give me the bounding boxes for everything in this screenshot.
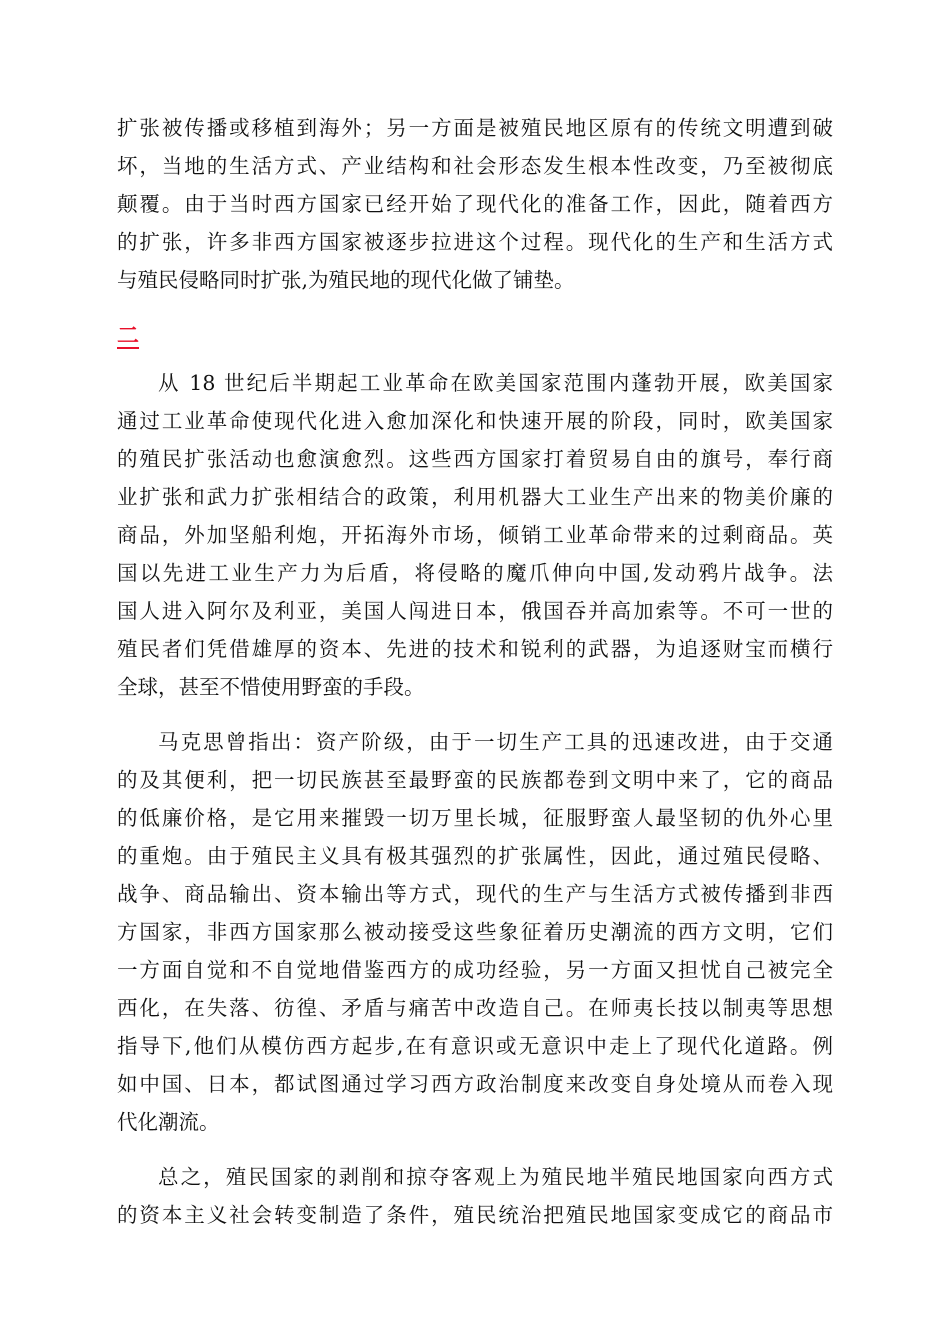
paragraph-line: 如中国、日本，都试图通过学习西方政治制度来改变自身处境从而卷入现 [117,1072,833,1096]
paragraph-line: 坏，当地的生活方式、产业结构和社会形态发生根本性改变，乃至被彻底 [117,154,833,178]
paragraph-line: 国以先进工业生产力为后盾，将侵略的魔爪伸向中国,发动鸦片战争。法 [117,561,833,585]
paragraph-line: 的资本主义社会转变制造了条件，殖民统治把殖民地国家变成它的商品市 [117,1203,833,1227]
paragraph-line: 与殖民侵略同时扩张,为殖民地的现代化做了铺垫。 [117,268,575,292]
paragraph-line: 西化，在失落、彷徨、矛盾与痛苦中改造自己。在师夷长技以制夷等思想 [117,996,833,1020]
paragraph-line: 国人进入阿尔及利亚，美国人闯进日本，俄国吞并高加索等。不可一世的 [117,599,833,623]
paragraph-2 [117,364,833,706]
section-heading: 二 [117,324,140,349]
paragraph-line: 指导下,他们从模仿西方起步,在有意识或无意识中走上了现代化道路。例 [117,1034,833,1058]
paragraph-line: 颠覆。由于当时西方国家已经开始了现代化的准备工作，因此，随着西方 [117,192,833,216]
paragraph-line: 全球，甚至不惜使用野蛮的手段。 [117,675,425,699]
paragraph-line: 从 18 世纪后半期起工业革命在欧美国家范围内蓬勃开展，欧美国家 [158,371,833,395]
paragraph-line: 的低廉价格，是它用来摧毁一切万里长城，征服野蛮人最坚韧的仇外心里 [117,806,833,830]
paragraph-line: 的扩张，许多非西方国家被逐步拉进这个过程。现代化的生产和生活方式 [117,230,833,254]
paragraph-line: 通过工业革命使现代化进入愈加深化和快速开展的阶段，同时，欧美国家 [117,409,833,433]
paragraph-line: 方国家，非西方国家那么被动接受这些象征着历史潮流的西方文明，它们 [117,920,833,944]
paragraph-line: 扩张被传播或移植到海外；另一方面是被殖民地区原有的传统文明遭到破 [117,116,833,140]
paragraph-line: 的及其便利，把一切民族甚至最野蛮的民族都卷到文明中来了，它的商品 [117,768,833,792]
paragraph-line: 战争、商品输出、资本输出等方式，现代的生产与生活方式被传播到非西 [117,882,833,906]
paragraph-line: 业扩张和武力扩张相结合的政策，利用机器大工业生产出来的物美价廉的 [117,485,833,509]
paragraph-line: 殖民者们凭借雄厚的资本、先进的技术和锐利的武器，为追逐财宝而横行 [117,637,833,661]
paragraph-line: 马克思曾指出：资产阶级，由于一切生产工具的迅速改进，由于交通 [158,730,833,754]
paragraph-line: 的殖民扩张活动也愈演愈烈。这些西方国家打着贸易自由的旗号，奉行商 [117,447,833,471]
paragraph-line: 代化潮流。 [117,1110,220,1134]
paragraph-3 [117,723,833,1141]
paragraph-4 [117,1158,833,1234]
paragraph-line: 一方面自觉和不自觉地借鉴西方的成功经验，另一方面又担忧自己被完全 [117,958,833,982]
paragraph-line: 总之，殖民国家的剥削和掠夺客观上为殖民地半殖民地国家向西方式 [158,1165,833,1189]
paragraph-line: 的重炮。由于殖民主义具有极其强烈的扩张属性，因此，通过殖民侵略、 [117,844,833,868]
paragraph-line: 商品，外加坚船利炮，开拓海外市场，倾销工业革命带来的过剩商品。英 [117,523,833,547]
paragraph-1 [117,109,833,299]
